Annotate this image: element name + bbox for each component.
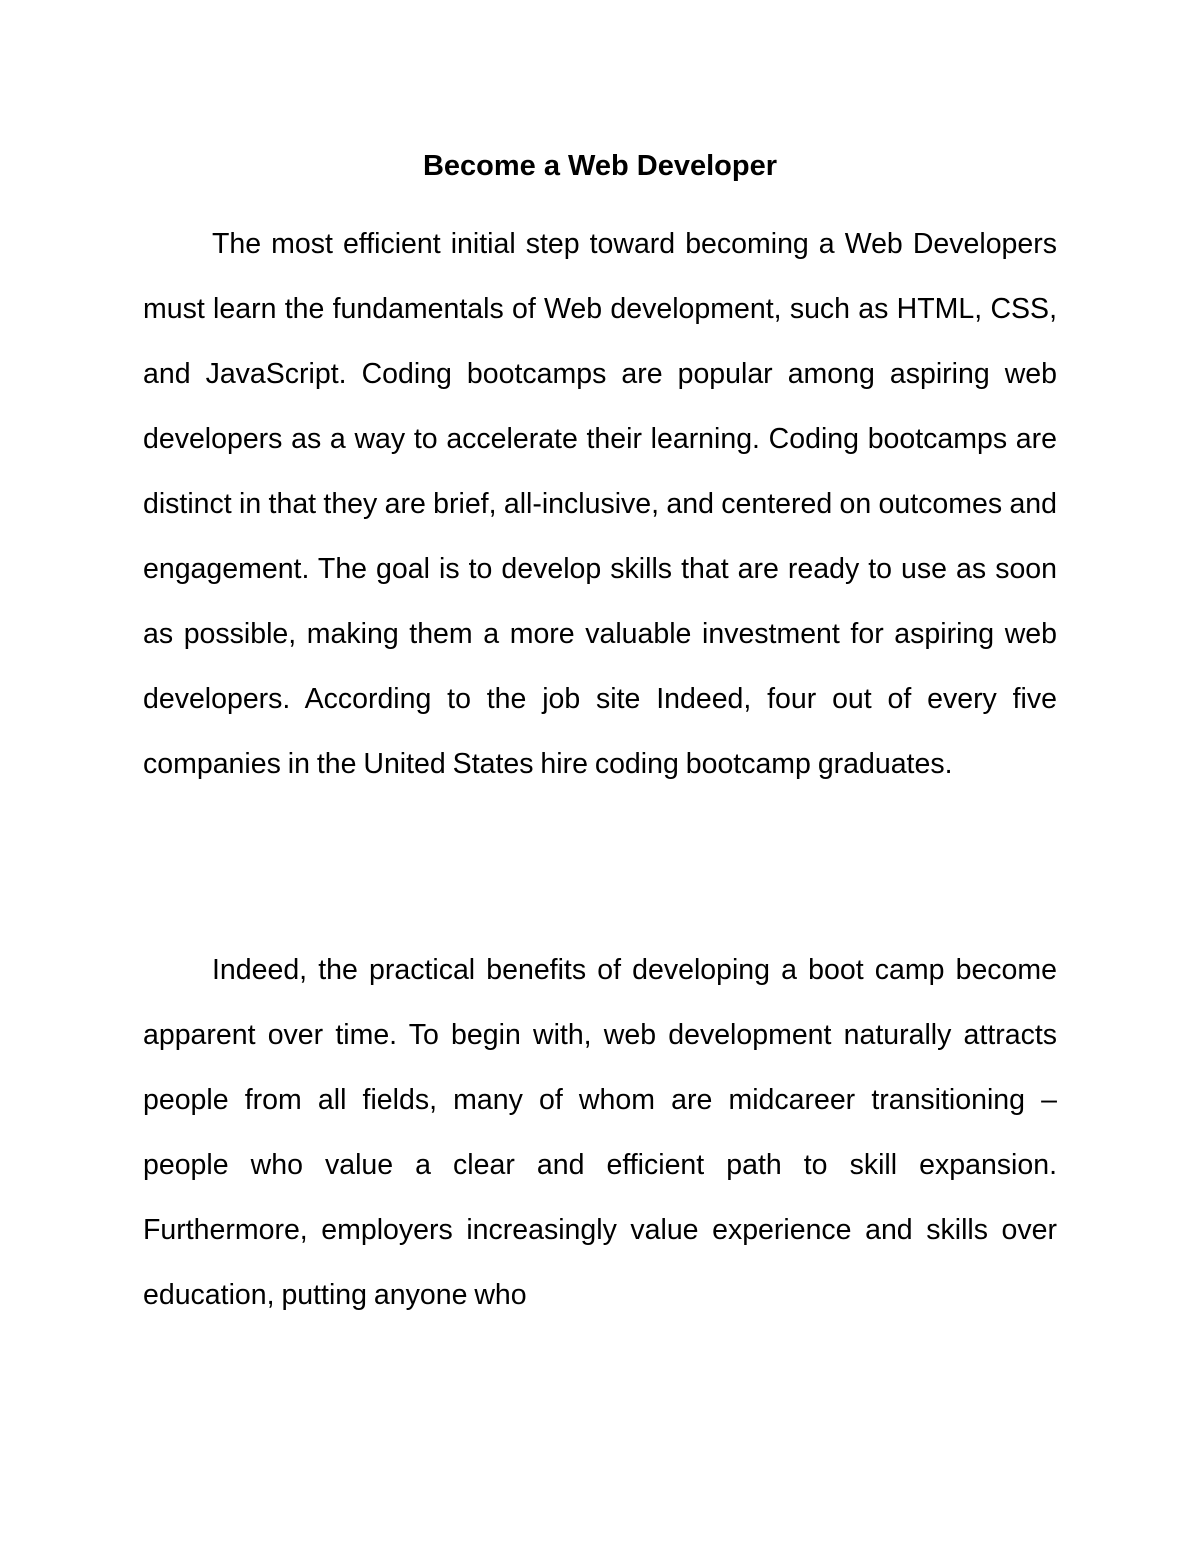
paragraph-1: The most efficient initial step toward becoming a Web Developers must learn the fundamentals of Web development, such as HTML, CSS, and JavaScript. Coding bootcamps are popular among aspiring web developers as a way to accelerate their learning. Coding bootcamps are distinct in that they are brief, all-inclusive, and centered on outcomes and engagement. The goal is to develop skills that are ready to use as soon as possible, making them a more valuable investment for aspiring web developers. According to the job site Indeed, four out of every five companies in the United States hire coding bootcamp graduates. — [143, 228, 1057, 780]
paragraph-2: Indeed, the practical benefits of developing a boot camp become apparent over time. To begin with, web development naturally attracts people from all fields, many of whom are midcareer transitioning – people who value a clear and efficient path to skill expansion. Furthermore, employers increasingly value experience and skills over education, putting anyone who — [143, 954, 1057, 1311]
page-title: Become a Web Developer — [422, 150, 778, 182]
